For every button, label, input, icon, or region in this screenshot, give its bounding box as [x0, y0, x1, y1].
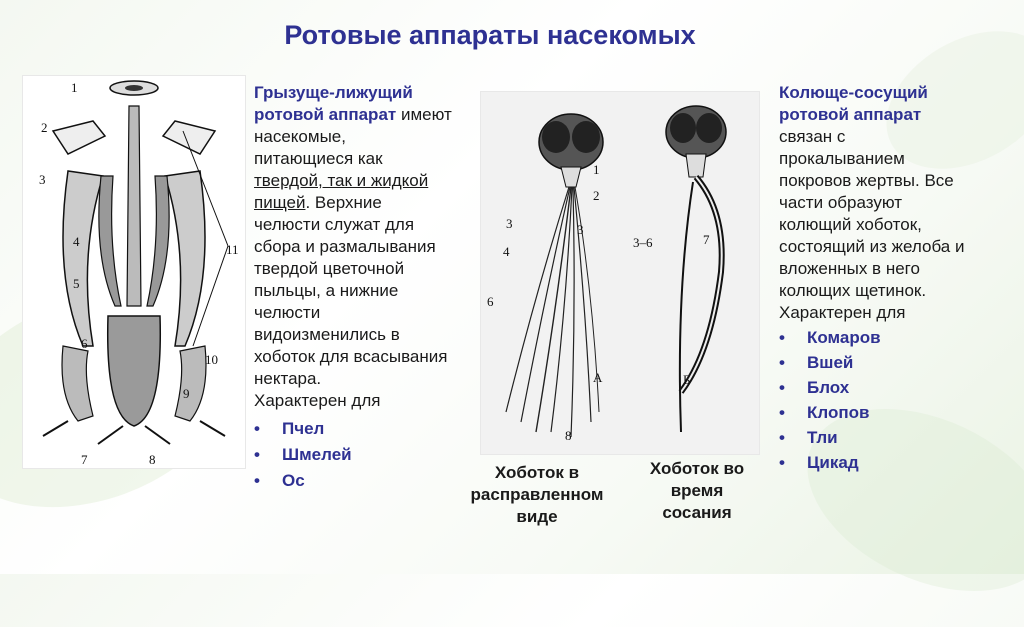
text-line: хоботок для всасывания: [254, 347, 448, 366]
text-line: нектара.: [254, 369, 322, 388]
mosquito-a-label: 1: [593, 162, 600, 177]
mosquito-a-label: 6: [487, 294, 494, 309]
text-line: твердой цветочной: [254, 259, 405, 278]
text-line: вложенных в него: [779, 259, 920, 278]
insect-list-chewing: [254, 418, 469, 492]
text-line: видоизменились в: [254, 325, 400, 344]
mosquito-b-label: 3–6: [633, 235, 653, 250]
caption-line: расправленном: [470, 485, 604, 504]
list-item: [779, 427, 1004, 449]
mosquito-a-label: 2: [593, 188, 600, 203]
chewing-lapping-heading-2: ротовой аппарат: [254, 105, 397, 124]
text-line: связан с: [779, 127, 846, 146]
insect-list-piercing: [779, 327, 1004, 474]
text-line: сбора и размалывания: [254, 237, 436, 256]
bullet-icon: •: [779, 453, 785, 472]
caption-line: Хоботок во: [649, 459, 745, 478]
bee-label: 11: [226, 242, 239, 257]
bee-label: 10: [205, 352, 218, 367]
mosquito-a-label: А: [593, 370, 603, 385]
chewing-lapping-description: [254, 82, 469, 492]
list-item: [779, 452, 1004, 474]
text-line: колющий хоботок,: [779, 215, 922, 234]
bullet-icon: •: [779, 428, 785, 447]
text-line: твердой, так и жидкой: [254, 171, 429, 190]
piercing-sucking-heading-2: ротовой аппарат: [779, 105, 922, 124]
text-line: питающиеся как: [254, 149, 383, 168]
list-item-label: Комаров: [807, 328, 881, 347]
bullet-icon: •: [779, 378, 785, 397]
text-line: состоящий из желоба и: [779, 237, 965, 256]
caption-spread-proboscis: [462, 462, 612, 528]
list-item-label: Вшей: [807, 353, 854, 372]
mosquito-proboscis-drawing: [481, 92, 759, 454]
bullet-icon: •: [779, 353, 785, 372]
bee-mouthparts-drawing: [23, 76, 245, 468]
list-item: [779, 377, 1004, 399]
text-line: Характерен для: [779, 303, 906, 322]
piercing-sucking-heading: Колюще-сосущий: [779, 83, 928, 102]
text-line: пыльцы, а нижние: [254, 281, 399, 300]
list-item-label: Ос: [282, 471, 305, 490]
list-item-label: Клопов: [807, 403, 870, 422]
bullet-icon: •: [779, 403, 785, 422]
list-item-label: Тли: [807, 428, 838, 447]
bee-label: 3: [39, 172, 46, 187]
slide-title: Ротовые аппараты насекомых: [284, 20, 696, 50]
text-line: имеют: [396, 105, 452, 124]
mosquito-a-label: 4: [503, 244, 510, 259]
list-item-label: Цикад: [807, 453, 859, 472]
text-line: челюсти служат для: [254, 215, 415, 234]
text-line: части образуют: [779, 193, 902, 212]
bee-mouthparts-diagram: [23, 76, 245, 468]
text-line: насекомые,: [254, 127, 346, 146]
text-line: прокалыванием: [779, 149, 905, 168]
caption-line: сосания: [662, 503, 732, 522]
list-item: [779, 352, 1004, 374]
bee-label: 8: [149, 452, 156, 467]
mosquito-b-label: Б: [683, 372, 691, 387]
list-item: [254, 418, 469, 440]
bullet-icon: •: [779, 328, 785, 347]
list-item-label: Пчел: [282, 419, 325, 438]
text-line: . Верхние: [305, 193, 382, 212]
text-line: Характерен для: [254, 391, 381, 410]
list-item: [779, 402, 1004, 424]
bee-label: 2: [41, 120, 48, 135]
bee-label: 4: [73, 234, 80, 249]
mosquito-a-label: 3: [506, 216, 513, 231]
text-line: пищей: [254, 193, 306, 212]
mosquito-a-label: 8: [565, 428, 572, 443]
list-item: [254, 444, 469, 466]
list-item-label: Блох: [807, 378, 850, 397]
chewing-lapping-heading: Грызуще-лижущий: [254, 83, 413, 102]
bee-label: 5: [73, 276, 80, 291]
mosquito-b-label: 7: [703, 232, 710, 247]
mosquito-proboscis-diagram: [481, 92, 759, 454]
piercing-sucking-description: [779, 82, 1004, 474]
bee-label: 6: [81, 336, 88, 351]
list-item: [254, 470, 469, 492]
bullet-icon: •: [254, 471, 260, 490]
bee-label: 1: [71, 80, 78, 95]
text-line: челюсти: [254, 303, 321, 322]
caption-line: виде: [516, 507, 558, 526]
list-item-label: Шмелей: [282, 445, 352, 464]
bullet-icon: •: [254, 419, 260, 438]
caption-line: время: [670, 481, 724, 500]
bee-label: 7: [81, 452, 88, 467]
caption-sucking-proboscis: [632, 458, 762, 524]
mosquito-a-label: 3: [577, 222, 584, 237]
caption-line: Хоботок в: [494, 463, 580, 482]
bullet-icon: •: [254, 445, 260, 464]
text-line: покровов жертвы. Все: [779, 171, 954, 190]
bee-label: 9: [183, 386, 190, 401]
text-line: колющих щетинок.: [779, 281, 927, 300]
list-item: [779, 327, 1004, 349]
